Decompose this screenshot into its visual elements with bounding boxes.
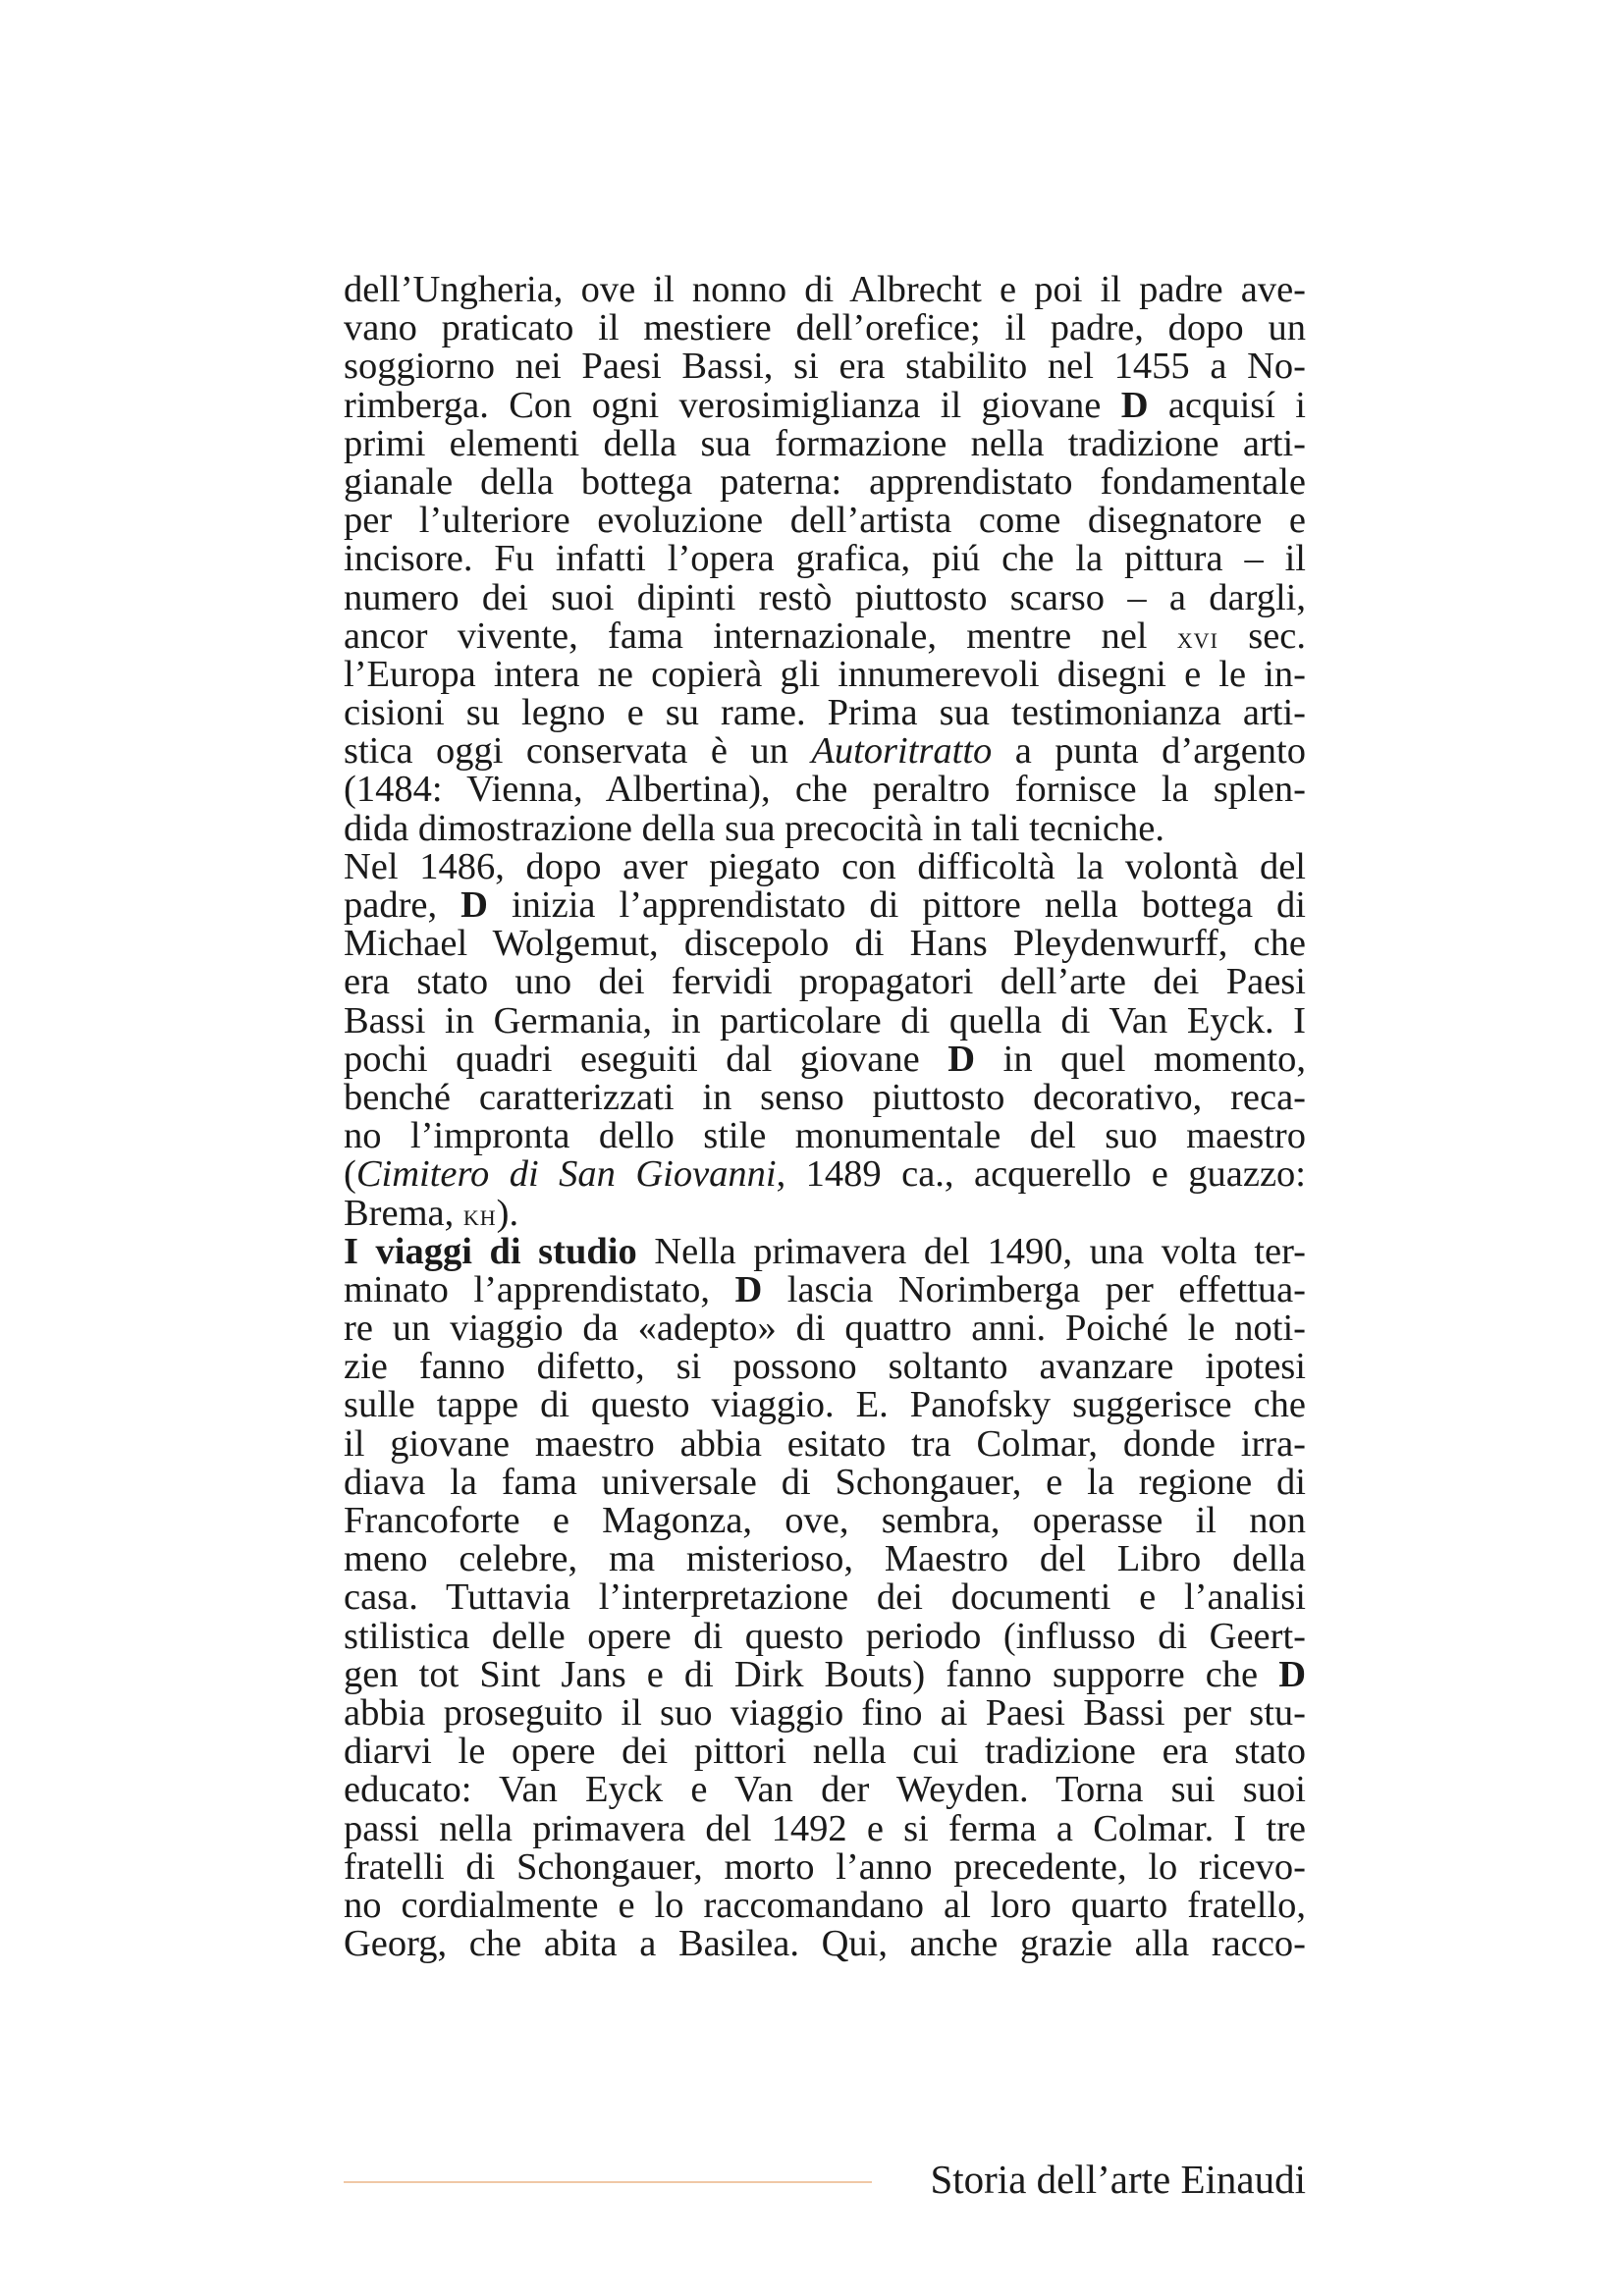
text-line: era stato uno dei fervidi propagatori dell’arte dei Paesi xyxy=(344,961,1306,1003)
artwork-title: Cimitero di San Giovanni xyxy=(355,1153,777,1196)
text-line: cisioni su legno e su rame. Prima sua testimonianza arti- xyxy=(344,692,1306,734)
text-line: re un viaggio da «adepto» di quattro anni. Poiché le noti- xyxy=(344,1308,1306,1350)
text-line: pochi quadri eseguiti dal giovane D in quel momento, xyxy=(344,1038,1306,1080)
text-line: zie fanno difetto, si possono soltanto avanzare ipotesi xyxy=(344,1346,1306,1388)
text-line: (Cimitero di San Giovanni, 1489 ca., acquerello e guazzo: xyxy=(344,1153,1306,1196)
text-line: dida dimostrazione della sua precocità in tali tecniche. xyxy=(344,807,1164,849)
text-line: l’Europa intera ne copierà gli innumerevoli disegni e le in- xyxy=(344,653,1306,695)
text-line: Michael Wolgemut, discepolo di Hans Pleydenwurff, che xyxy=(344,923,1306,965)
text-line: benché caratterizzati in senso piuttosto decorativo, reca- xyxy=(344,1076,1306,1118)
section-heading: I viaggi di studio xyxy=(344,1230,637,1272)
text-line: minato l’apprendistato, D lascia Norimberga per effettua- xyxy=(344,1268,1306,1310)
text-line: meno celebre, ma misterioso, Maestro del Libro della xyxy=(344,1538,1306,1580)
body-text xyxy=(344,271,1306,1963)
text-line: diarvi le opere dei pittori nella cui tradizione era stato xyxy=(344,1731,1306,1773)
text-line: passi nella primavera del 1492 e si ferma a Colmar. I tre xyxy=(344,1807,1306,1849)
text-line: ancor vivente, fama internazionale, mentre nel xvi sec. xyxy=(344,614,1306,657)
text-line: soggiorno nei Paesi Bassi, si era stabilito nel 1455 a No- xyxy=(344,346,1306,388)
artist-initial: D xyxy=(734,1268,763,1310)
text-line: Bassi in Germania, in particolare di quella di Van Eyck. I xyxy=(344,999,1306,1041)
text-line: dell’Ungheria, ove il nonno di Albrecht e poi il padre ave- xyxy=(344,269,1306,310)
text-line: Brema, kh). xyxy=(344,1192,519,1234)
artist-initial: D xyxy=(1120,384,1149,426)
artist-initial: D xyxy=(460,884,488,926)
text-line: Francoforte e Magonza, ove, sembra, operasse il non xyxy=(344,1500,1306,1541)
footer-rule xyxy=(344,2181,872,2183)
text-line: (1484: Vienna, Albertina), che peraltro fornisce la splen- xyxy=(344,769,1306,811)
text-line: stilistica delle opere di questo periodo (influsso di Geert- xyxy=(344,1615,1306,1657)
text-line: Nel 1486, dopo aver piegato con difficoltà la volontà del xyxy=(344,845,1306,887)
abbreviation: xvi xyxy=(1176,619,1218,655)
text-line: Georg, che abita a Basilea. Qui, anche grazie alla racco- xyxy=(344,1923,1306,1965)
text-line: gianale della bottega paterna: apprendistato fondamentale xyxy=(344,460,1306,503)
artwork-title: Autoritratto xyxy=(811,730,993,773)
text-line: vano praticato il mestiere dell’orefice; il padre, dopo un xyxy=(344,307,1306,349)
artist-initial: D xyxy=(947,1038,976,1080)
text-line: no cordialmente e lo raccomandano al loro quarto fratello, xyxy=(344,1884,1306,1926)
text-line: fratelli di Schongauer, morto l’anno precedente, lo ricevo- xyxy=(344,1845,1306,1888)
text-line: gen tot Sint Jans e di Dirk Bouts) fanno supporre che D xyxy=(344,1653,1306,1695)
artist-initial: D xyxy=(1278,1653,1306,1695)
text-line: casa. Tuttavia l’interpretazione dei documenti e l’analisi xyxy=(344,1576,1306,1619)
footer-title: Storia dell’arte Einaudi xyxy=(930,2157,1306,2202)
text-line: incisore. Fu infatti l’opera grafica, piú che la pittura – il xyxy=(344,538,1306,580)
text-line: primi elementi della sua formazione nella tradizione arti- xyxy=(344,422,1306,464)
text-line: no l’impronta dello stile monumentale del suo maestro xyxy=(344,1115,1306,1157)
text-line: padre, D inizia l’apprendistato di pittore nella bottega di xyxy=(344,884,1306,926)
text-line: stica oggi conservata è un Autoritratto a punta d’argento xyxy=(344,730,1306,773)
text-line: rimberga. Con ogni verosimiglianza il giovane D acquisí i xyxy=(344,384,1307,426)
text-line: numero dei suoi dipinti restò piuttosto scarso – a dargli, xyxy=(344,576,1306,618)
text-line: abbia proseguito il suo viaggio fino ai Paesi Bassi per stu- xyxy=(344,1691,1306,1734)
text-line: per l’ulteriore evoluzione dell’artista come disegnatore e xyxy=(344,500,1306,542)
text-line: sulle tappe di questo viaggio. E. Panofsky suggerisce che xyxy=(344,1384,1306,1426)
text-line: diava la fama universale di Schongauer, e la regione di xyxy=(344,1461,1306,1503)
text-line: educato: Van Eyck e Van der Weyden. Torna sui suoi xyxy=(344,1769,1306,1811)
text-line: I viaggi di studio Nella primavera del 1490, una volta ter- xyxy=(344,1230,1306,1272)
text-line: il giovane maestro abbia esitato tra Colmar, donde irra- xyxy=(344,1422,1306,1465)
abbreviation: kh xyxy=(462,1197,497,1232)
